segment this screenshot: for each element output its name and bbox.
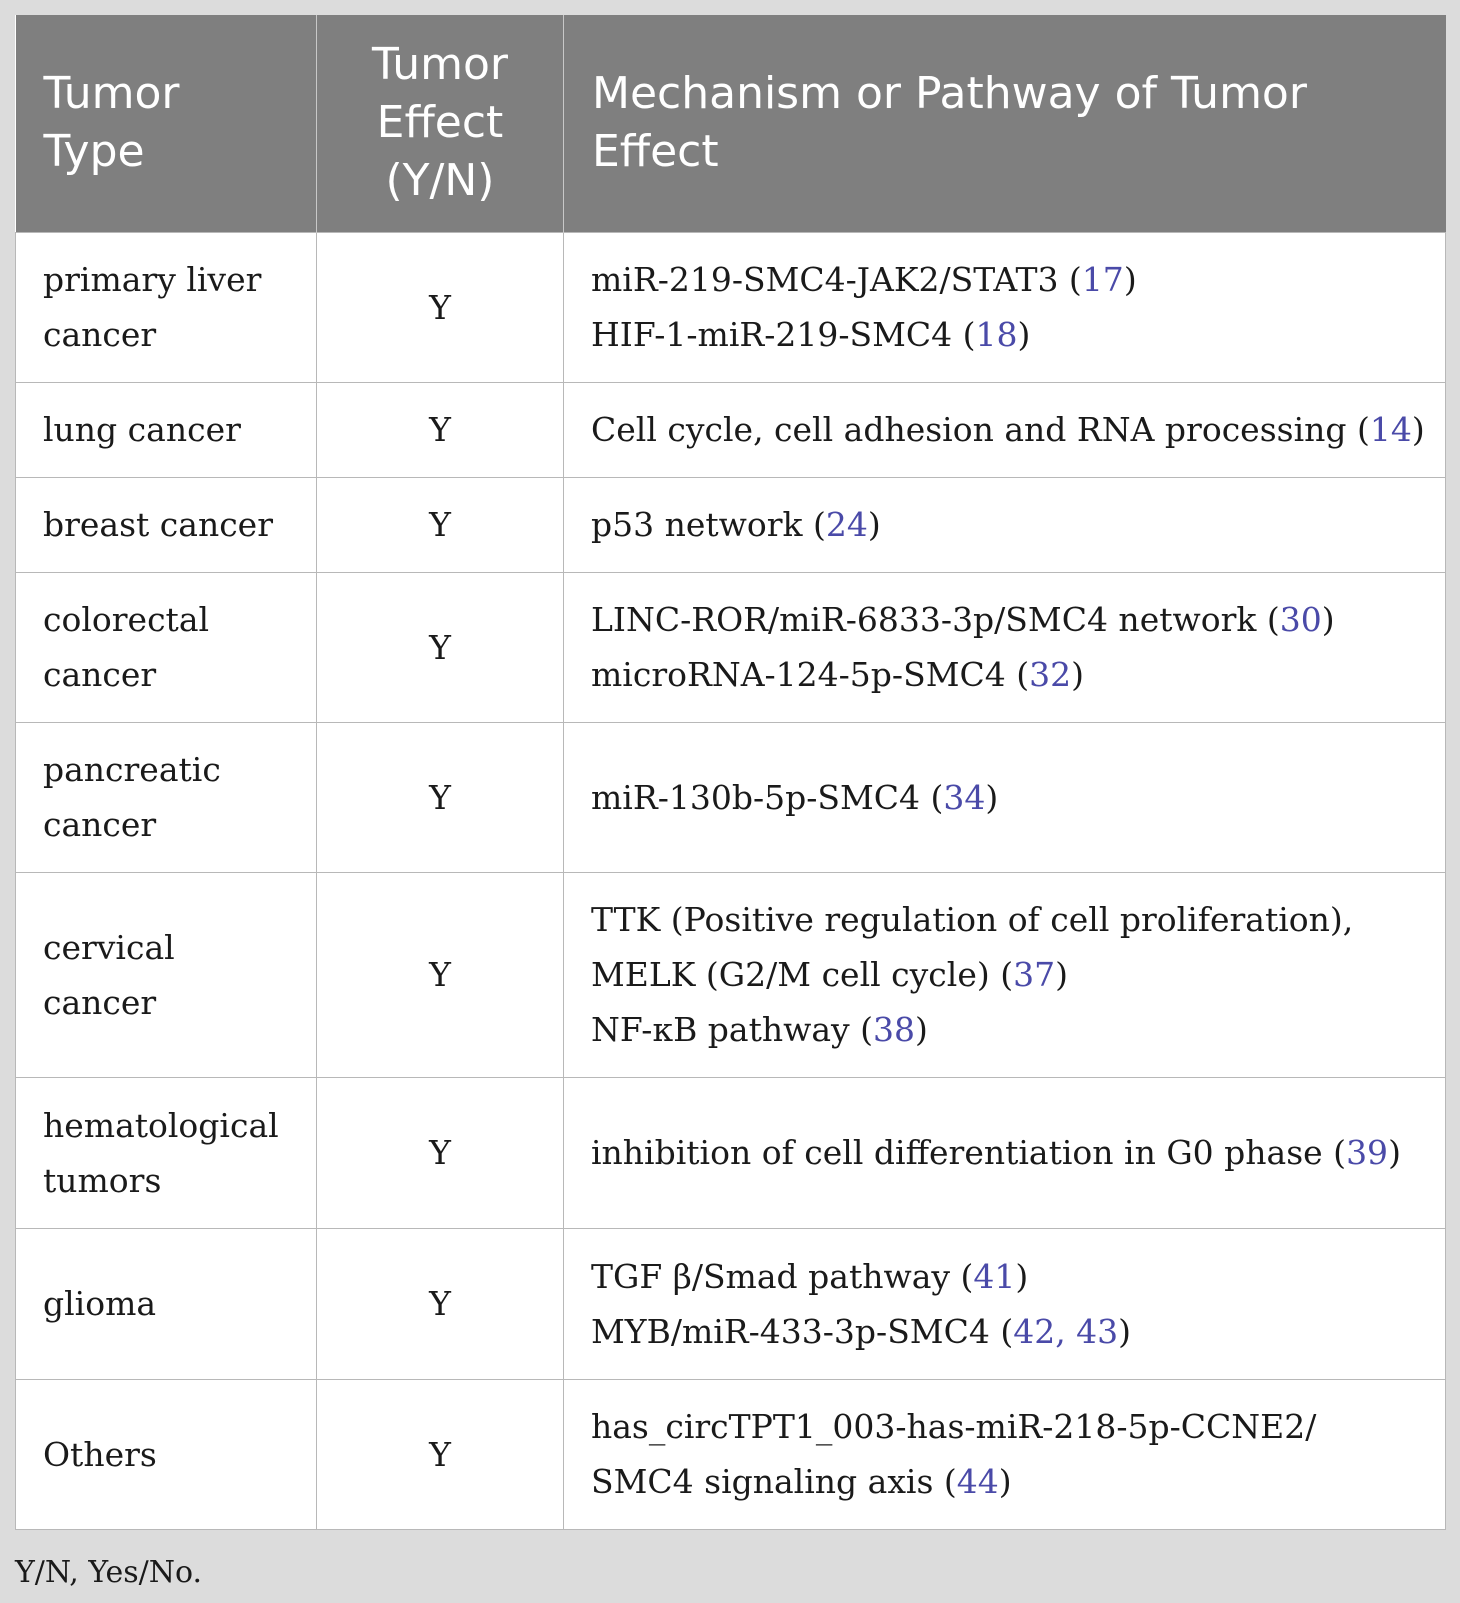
header-tumor-type: Tumor Type bbox=[16, 15, 317, 232]
tumor-effect-cell: Y bbox=[317, 872, 564, 1077]
reference-link[interactable]: 38 bbox=[873, 1010, 916, 1049]
table-header-row bbox=[16, 15, 1446, 232]
table-row bbox=[16, 722, 1446, 872]
tumor-effect-cell: Y bbox=[317, 1379, 564, 1529]
tumor-type-cell: primary liver cancer bbox=[16, 232, 317, 382]
reference-link[interactable]: 17 bbox=[1081, 260, 1124, 299]
table-row bbox=[16, 232, 1446, 382]
tumor-effect-table bbox=[15, 15, 1446, 1530]
reference-link[interactable]: 24 bbox=[825, 505, 868, 544]
tumor-type-cell: lung cancer bbox=[16, 382, 317, 477]
tumor-type-cell: glioma bbox=[16, 1228, 317, 1379]
tumor-effect-cell: Y bbox=[317, 232, 564, 382]
mechanism-cell: miR-130b-5p-SMC4 (34) bbox=[564, 722, 1446, 872]
table-row bbox=[16, 477, 1446, 572]
tumor-type-cell: Others bbox=[16, 1379, 317, 1529]
mechanism-cell: miR-219-SMC4-JAK2/STAT3 (17) HIF-1-miR-219-SMC4 (18) bbox=[564, 232, 1446, 382]
reference-link[interactable]: 18 bbox=[975, 315, 1018, 354]
table-row bbox=[16, 1379, 1446, 1529]
table-footnote: Y/N, Yes/No. bbox=[15, 1555, 203, 1590]
mechanism-cell: TTK (Positive regulation of cell proliferation), MELK (G2/M cell cycle) (37) NF-κB pathway (38) bbox=[564, 872, 1446, 1077]
tumor-type-cell: breast cancer bbox=[16, 477, 317, 572]
mechanism-cell: has_circTPT1_003-has-miR-218-5p-CCNE2/ SMC4 signaling axis (44) bbox=[564, 1379, 1446, 1529]
mechanism-cell: inhibition of cell differentiation in G0 phase (39) bbox=[564, 1077, 1446, 1228]
reference-link[interactable]: 32 bbox=[1029, 655, 1072, 694]
tumor-type-cell: pancreatic cancer bbox=[16, 722, 317, 872]
tumor-effect-cell: Y bbox=[317, 1228, 564, 1379]
reference-link[interactable]: 42, 43 bbox=[1013, 1311, 1119, 1351]
reference-link[interactable]: 37 bbox=[1013, 955, 1056, 994]
table-row bbox=[16, 872, 1446, 1077]
reference-link[interactable]: 34 bbox=[943, 777, 986, 817]
mechanism-cell: TGF β/Smad pathway (41) MYB/miR-433-3p-SMC4 (42, 43) bbox=[564, 1228, 1446, 1379]
tumor-effect-cell: Y bbox=[317, 477, 564, 572]
table-row bbox=[16, 382, 1446, 477]
mechanism-cell: p53 network (24) bbox=[564, 477, 1446, 572]
reference-link[interactable]: 30 bbox=[1279, 600, 1322, 639]
reference-link[interactable]: 14 bbox=[1369, 410, 1412, 449]
reference-link[interactable]: 44 bbox=[956, 1462, 999, 1501]
tumor-effect-cell: Y bbox=[317, 1077, 564, 1228]
mechanism-cell: Cell cycle, cell adhesion and RNA processing (14) bbox=[564, 382, 1446, 477]
header-mechanism: Mechanism or Pathway of Tumor Effect bbox=[564, 15, 1446, 232]
header-tumor-effect: Tumor Effect (Y/N) bbox=[317, 15, 564, 232]
tumor-effect-cell: Y bbox=[317, 382, 564, 477]
table-row bbox=[16, 1077, 1446, 1228]
tumor-effect-cell: Y bbox=[317, 722, 564, 872]
tumor-type-cell: cervical cancer bbox=[16, 872, 317, 1077]
tumor-type-cell: colorectal cancer bbox=[16, 572, 317, 722]
table-row bbox=[16, 572, 1446, 722]
reference-link[interactable]: 39 bbox=[1346, 1133, 1389, 1172]
table-row bbox=[16, 1228, 1446, 1379]
mechanism-cell: LINC-ROR/miR-6833-3p/SMC4 network (30) microRNA-124-5p-SMC4 (32) bbox=[564, 572, 1446, 722]
tumor-table-container bbox=[15, 15, 1445, 1530]
tumor-type-cell: hematological tumors bbox=[16, 1077, 317, 1228]
tumor-effect-cell: Y bbox=[317, 572, 564, 722]
reference-link[interactable]: 41 bbox=[973, 1256, 1016, 1296]
